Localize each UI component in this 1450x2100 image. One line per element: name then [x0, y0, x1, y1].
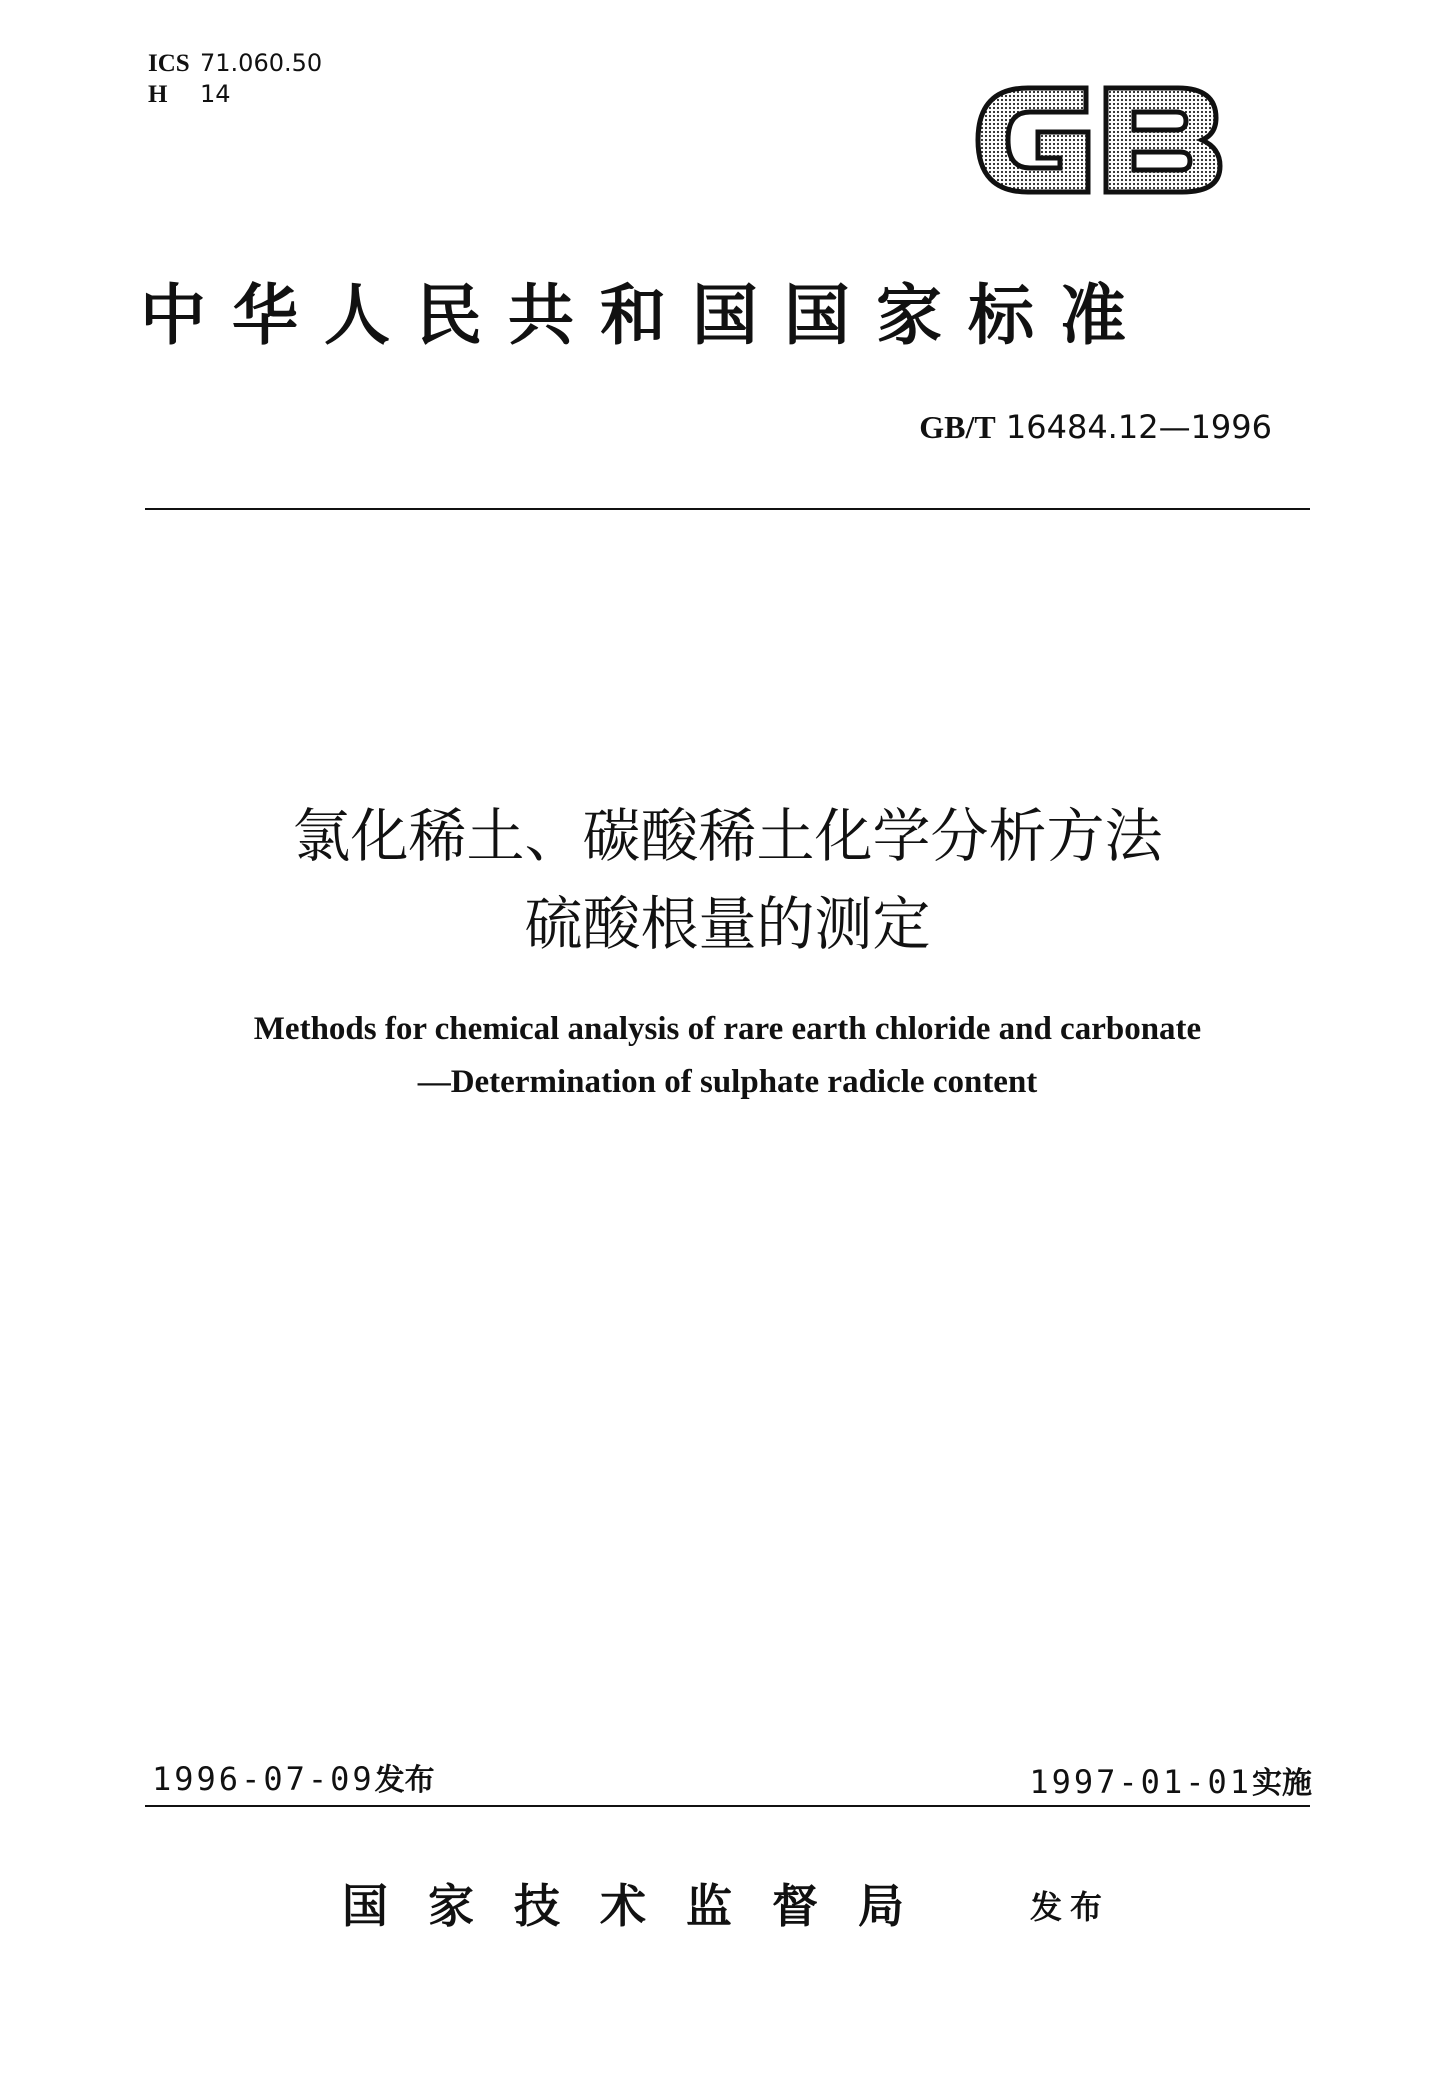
- logo-letter-g: [978, 88, 1088, 192]
- standard-title: 中华人民共和国国家标准: [140, 276, 1152, 354]
- issue-date: [152, 1755, 435, 1799]
- issue-date-value: 1996-07-09: [152, 1760, 375, 1798]
- ccs-row: [148, 79, 322, 110]
- english-title-line-1: Methods for chemical analysis of rare earth chloride and carbonate: [253, 1011, 1202, 1047]
- english-title-line-2: —Determination of sulphate radicle content: [417, 1064, 1038, 1100]
- top-divider: [145, 508, 1310, 510]
- ics-row: [148, 48, 322, 79]
- ccs-label: H: [148, 81, 168, 108]
- bottom-divider: [145, 1805, 1310, 1807]
- logo-letter-b: [1106, 88, 1220, 192]
- ics-label: ICS: [148, 50, 190, 77]
- implement-date-value: 1997-01-01: [1029, 1763, 1252, 1801]
- english-title: [145, 1003, 1310, 1109]
- gb-logo: [968, 70, 1230, 210]
- implement-date-suffix: 实施: [1252, 1766, 1312, 1801]
- standard-code: 16484.12—1996: [1005, 408, 1272, 446]
- ccs-code: 14: [200, 80, 231, 108]
- classification-block: [148, 48, 322, 110]
- issue-date-suffix: 发布: [374, 1763, 435, 1798]
- standard-prefix: GB/T: [919, 409, 996, 445]
- chinese-title-line-2: 硫酸根量的测定: [524, 890, 931, 958]
- publish-label: 发布: [1030, 1888, 1111, 1926]
- chinese-title-line-1: 氯化稀土、碳酸稀土化学分析方法: [292, 802, 1163, 870]
- publisher-name: 国家技术监督局: [342, 1879, 944, 1933]
- ics-code: 71.060.50: [200, 49, 323, 77]
- implement-date: [1029, 1758, 1312, 1802]
- standard-number: [919, 408, 1272, 446]
- chinese-title: [145, 792, 1310, 968]
